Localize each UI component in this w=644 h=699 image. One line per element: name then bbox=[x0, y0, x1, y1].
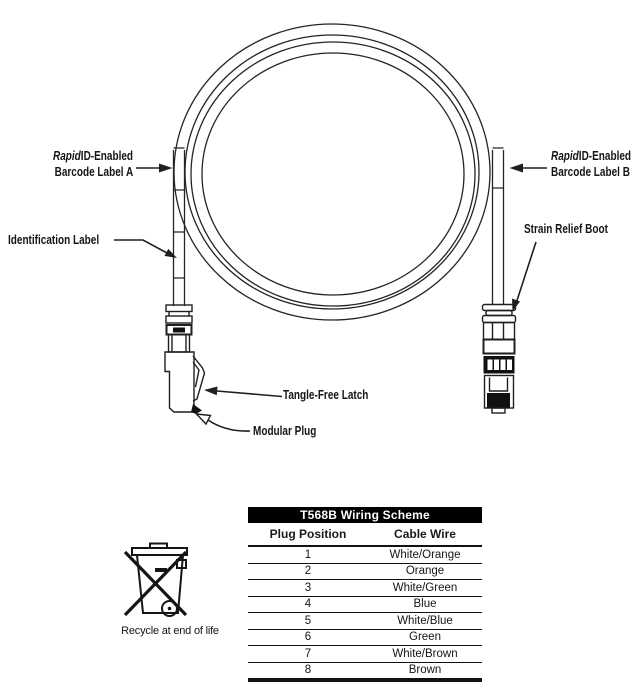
cable-wire-cell: Orange bbox=[368, 563, 482, 580]
table-row bbox=[248, 546, 482, 563]
plug-front-dark bbox=[487, 393, 510, 408]
tangle-free-latch-shape bbox=[193, 356, 205, 401]
leader-tangle-free bbox=[217, 391, 282, 397]
plug-position-cell: 4 bbox=[248, 596, 368, 613]
plug-position-cell: 6 bbox=[248, 629, 368, 646]
plug-position-cell: 2 bbox=[248, 563, 368, 580]
cable-wire-cell: White/Brown bbox=[368, 646, 482, 663]
table-row bbox=[248, 629, 482, 646]
leader-strain-relief bbox=[517, 242, 537, 302]
label-barcode-a: RapidID-Enabled Barcode Label A bbox=[52, 149, 133, 179]
leader-modular-plug bbox=[208, 420, 250, 431]
label-tangle-free-latch: Tangle-Free Latch bbox=[283, 388, 369, 402]
left-modular-plug bbox=[165, 305, 205, 414]
right-modular-plug bbox=[483, 305, 516, 414]
plug-body bbox=[165, 352, 194, 412]
cable-coil bbox=[174, 24, 490, 320]
plug-position-cell: 5 bbox=[248, 613, 368, 630]
table-row bbox=[248, 613, 482, 630]
plug-position-cell: 1 bbox=[248, 546, 368, 563]
label-modular-plug: Modular Plug bbox=[253, 424, 317, 438]
brand-italic: Rapid bbox=[52, 149, 81, 163]
table-row bbox=[248, 580, 482, 597]
arrow-right-icon bbox=[159, 164, 173, 173]
strain-relief-boot-shape bbox=[483, 305, 516, 311]
arrow-modular-plug-open-icon bbox=[197, 414, 211, 424]
arrow-left-icon bbox=[510, 164, 524, 173]
table-row bbox=[248, 596, 482, 613]
column-header-cable-wire: Cable Wire bbox=[368, 523, 482, 546]
table-row bbox=[248, 563, 482, 580]
table-title: T568B Wiring Scheme bbox=[248, 507, 482, 523]
plug-tip bbox=[191, 404, 202, 414]
label-wrap-ticks bbox=[174, 148, 504, 278]
boot-dark-band bbox=[173, 328, 185, 333]
cable-wire-cell: Blue bbox=[368, 596, 482, 613]
table-row bbox=[248, 662, 482, 680]
table-row bbox=[248, 646, 482, 663]
cable-wire-cell: Green bbox=[368, 629, 482, 646]
weee-crossed-bin-icon bbox=[108, 536, 236, 628]
bin-lid bbox=[132, 548, 187, 555]
label-strain-relief-boot: Strain Relief Boot bbox=[524, 222, 608, 236]
cable-wire-cell: Brown bbox=[368, 662, 482, 680]
arrowheads bbox=[159, 164, 523, 396]
cable-drops bbox=[174, 148, 504, 306]
wiring-table bbox=[248, 507, 482, 682]
arrow-tangle-free-icon bbox=[204, 387, 218, 396]
cable-wire-cell: White/Orange bbox=[368, 546, 482, 563]
brand-italic: Rapid bbox=[551, 149, 579, 163]
bin-lid-handle bbox=[150, 544, 167, 549]
recycle-section bbox=[108, 536, 236, 633]
plug-position-cell: 3 bbox=[248, 580, 368, 597]
arrow-identification-icon bbox=[165, 249, 178, 258]
plug-position-cell: 7 bbox=[248, 646, 368, 663]
label-barcode-b: RapidID-Enabled Barcode Label B bbox=[551, 149, 632, 179]
leader-identification bbox=[114, 240, 167, 253]
cable-wire-cell: White/Green bbox=[368, 580, 482, 597]
recycle-caption: Recycle at end of life bbox=[121, 625, 219, 637]
plug-position-cell: 8 bbox=[248, 662, 368, 680]
label-identification: Identification Label bbox=[8, 233, 100, 247]
cable-wire-cell: White/Blue bbox=[368, 613, 482, 630]
cross-out-x bbox=[125, 552, 186, 615]
column-header-plug-position: Plug Position bbox=[248, 523, 368, 546]
